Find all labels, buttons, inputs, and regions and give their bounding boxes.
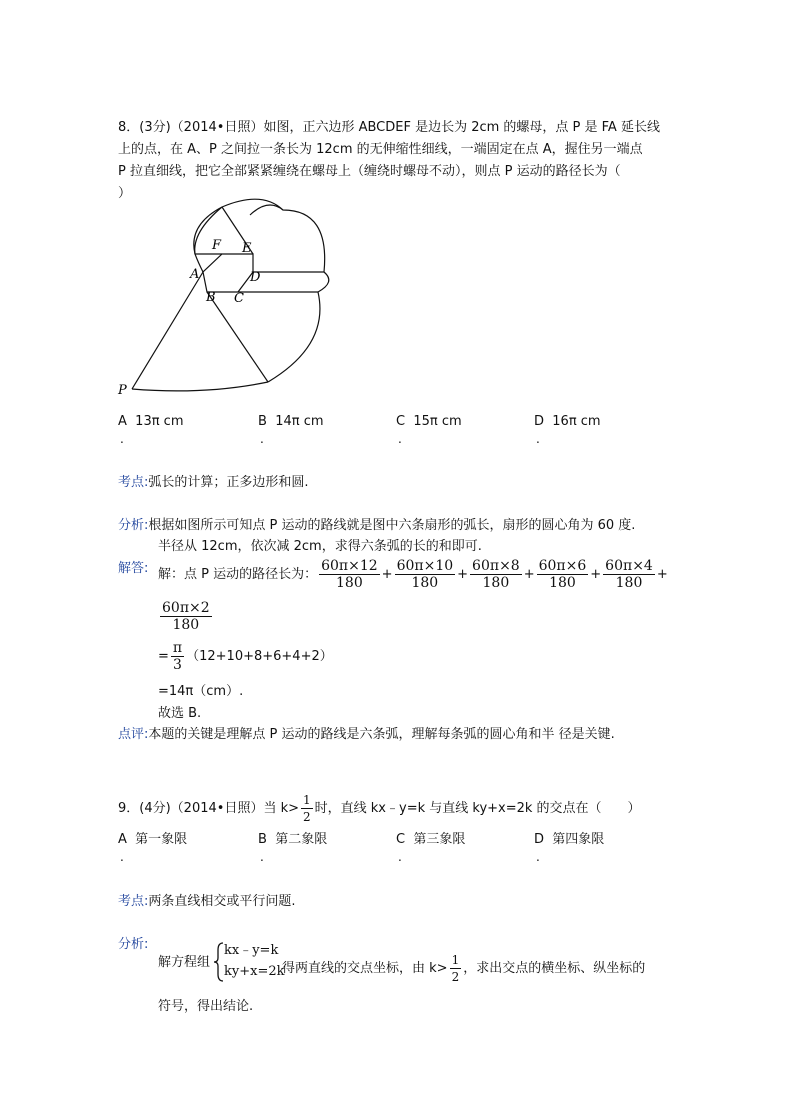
- q8-line-4: ）: [118, 186, 132, 201]
- label-A: A: [190, 267, 200, 282]
- fraction-half: $\frac{1}{2}$: [303, 793, 311, 824]
- q8-line-1: 8．(3分)（2014•日照）如图，正六边形 ABCDEF 是边长为 2cm 的螺母，点 P 是 FA 延长线: [118, 120, 660, 135]
- q9-eq-1: kx﹣y=k: [224, 943, 279, 958]
- arc-5: [222, 199, 283, 210]
- q8-jieda-expression: 解：点 P 运动的路径长为： $\frac{60\pi\times 12}{180}$ + $\frac{60\pi\times 10}{180}$ + $\frac{60\pi\times 8}{180}$ + $\frac{60\pi\times 6}{180}$ + $\frac{60\pi\times 4}{180}$ +: [158, 558, 668, 591]
- q9-option-b[interactable]: B 第二象限: [258, 832, 328, 847]
- arc-4: [250, 205, 325, 272]
- dot: .: [260, 432, 264, 446]
- dot: .: [536, 850, 540, 864]
- fraction-5: $\frac{60\pi\times 4}{180}$: [605, 558, 653, 591]
- q9-eq-2: ky+x=2k: [224, 964, 285, 979]
- dot: .: [398, 850, 402, 864]
- q8-step-4: 故选 B.: [158, 706, 202, 721]
- q8-fraction-6-line: [158, 600, 214, 633]
- q9-kaodian: 考点:两条直线相交或平行问题.: [118, 894, 296, 909]
- label-D: D: [250, 270, 261, 285]
- q8-dianping: 点评:本题的关键是理解点 P 运动的路线是六条弧，理解每条弧的圆心角和半 径是关键.: [118, 727, 615, 742]
- q8-jieda-label: 解答:: [118, 561, 149, 576]
- q8-kaodian: 考点:弧长的计算；正多边形和圆.: [118, 475, 309, 490]
- q9-fenxi-a: 解方程组: [158, 955, 211, 970]
- q8-option-a[interactable]: A 13π cm: [118, 414, 184, 429]
- fraction-3: $\frac{60\pi\times 8}{180}$: [472, 558, 520, 591]
- q8-option-d[interactable]: D 16π cm: [534, 414, 601, 429]
- dot: .: [120, 432, 124, 446]
- fraction-4: $\frac{60\pi\times 6}{180}$: [538, 558, 587, 591]
- q8-option-c[interactable]: C 15π cm: [396, 414, 462, 429]
- q8-line-3: P 拉直细线，把它全部紧紧缠绕在螺母上（缠绕时螺母不动），则点 P 运动的路径长为（: [118, 164, 621, 179]
- label-E: E: [242, 241, 252, 256]
- label-F: F: [212, 238, 222, 253]
- q8-figure: [0, 0, 790, 420]
- q8-line-2: 上的点，在 A、P 之间拉一条长为 12cm 的无伸缩性细线，一端固定在点 A，握住另一端点: [118, 142, 643, 157]
- dot: .: [120, 850, 124, 864]
- fraction-6: $\frac{60\pi\times 2}{180}$: [162, 600, 210, 633]
- q8-step-2: = $\frac{\pi}{3}$ （12+10+8+6+4+2）: [158, 640, 333, 673]
- segment-pa: [132, 272, 203, 389]
- q8-option-b[interactable]: B 14π cm: [258, 414, 324, 429]
- fraction-pi-3: $\frac{\pi}{3}$: [172, 640, 183, 673]
- q9-option-d[interactable]: D 第四象限: [534, 832, 605, 847]
- arc-2: [268, 292, 320, 382]
- label-P: P: [118, 383, 127, 398]
- q8-fenxi: 分析:根据如图所示可知点 P 运动的路线就是图中六条扇形的弧长，扇形的圆心角为 60 度.: [118, 518, 636, 533]
- q9-stem: 9．(4分)（2014•日照）当 k> $\frac{1}{2}$ 时，直线 kx﹣y=k 与直线 ky+x=2k 的交点在（ ）: [118, 793, 641, 824]
- dot: .: [536, 432, 540, 446]
- hexagon-abcdef: [203, 254, 253, 292]
- q9-fenxi-b: 得两直线的交点坐标，由 k> $\frac{1}{2}$ ，求出交点的横坐标、纵坐标的: [282, 953, 646, 984]
- q9-fenxi-d: 符号，得出结论.: [158, 999, 254, 1014]
- label-C: C: [234, 291, 244, 306]
- dot: .: [398, 432, 402, 446]
- label-B: B: [206, 290, 216, 305]
- q8-fenxi-2: 半径从 12cm，依次减 2cm，求得六条弧的长的和即可.: [158, 539, 482, 554]
- arc-1: [132, 382, 268, 391]
- q9-option-c[interactable]: C 第三象限: [396, 832, 466, 847]
- fraction-half-2: $\frac{1}{2}$: [451, 953, 460, 984]
- q9-fenxi-label: 分析:: [118, 937, 149, 952]
- arc-3: [318, 272, 329, 292]
- q9-option-a[interactable]: A 第一象限: [118, 832, 188, 847]
- fraction-1: $\frac{60\pi\times 12}{180}$: [321, 558, 378, 591]
- dot: .: [260, 850, 264, 864]
- q8-step-3: =14π（cm）.: [158, 684, 244, 699]
- fraction-2: $\frac{60\pi\times 10}{180}$: [396, 558, 454, 591]
